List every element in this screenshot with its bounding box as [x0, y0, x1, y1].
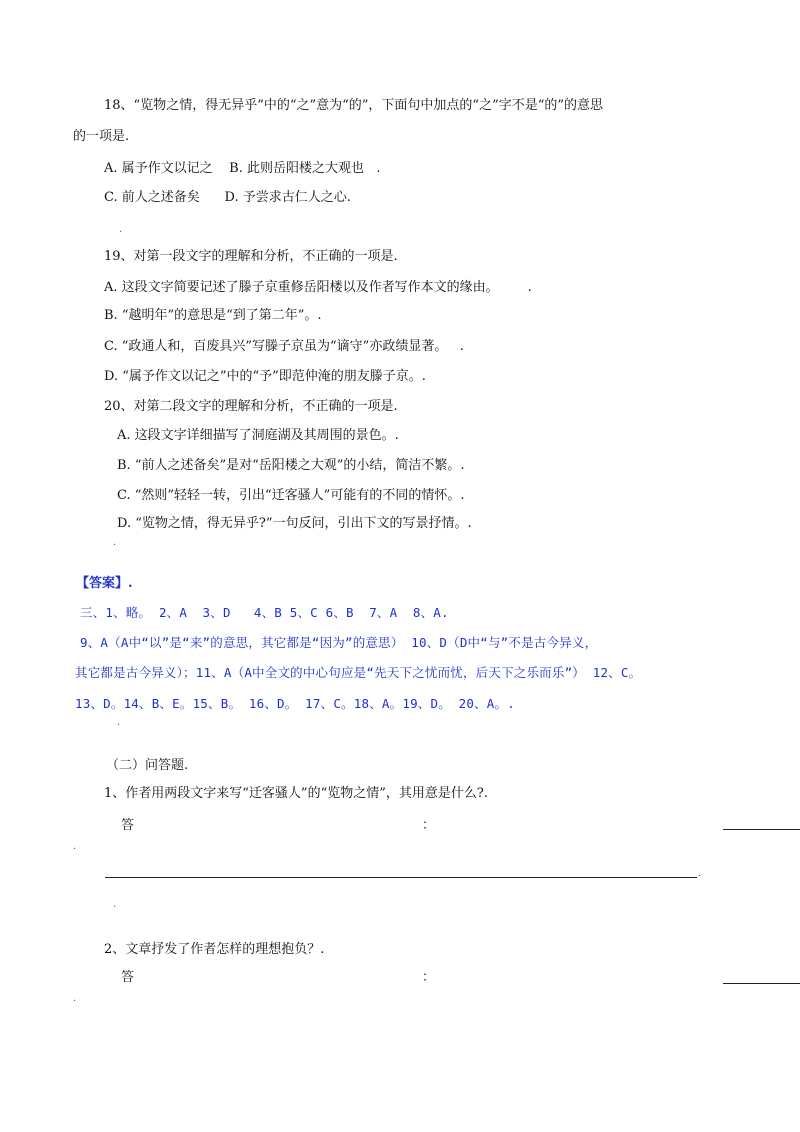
paragraph-mark: .: [119, 224, 123, 235]
paragraph-mark: .: [117, 717, 121, 728]
paragraph-mark: .: [73, 841, 77, 852]
q19-option-b: B. “越明年”的意思是“到了第二年”。.: [104, 308, 322, 323]
q18-stem-line2: 的一项是.: [73, 129, 130, 144]
q20-stem: 20、对第二段文字的理解和分析，不正确的一项是.: [104, 399, 398, 414]
paragraph-mark: .: [113, 899, 117, 910]
section2-q2: 2、文章抒发了作者怎样的理想抱负？.: [104, 942, 325, 957]
q18-options-cd: C. 前人之述备矣 D. 予尝求古仁人之心.: [104, 190, 351, 205]
q2-answer-label: 答: [121, 970, 135, 985]
section2-title: （二）问答题.: [106, 758, 189, 773]
q2-answer-line-short: [723, 983, 800, 984]
q19-option-a: A. 这段文字简要记述了滕子京重修岳阳楼以及作者写作本文的缘由。 .: [104, 280, 532, 295]
q19-stem: 19、对第一段文字的理解和分析，不正确的一项是.: [104, 249, 398, 264]
answers-line4: 13、D。14、B、E。15、B。 16、D。 17、C。18、A。19、D。 20、A。.: [75, 696, 515, 711]
q2-answer-colon: ：: [422, 970, 436, 985]
q19-option-c: C. “政通人和，百废具兴”写滕子京虽为“谪守”亦政绩显著。 .: [104, 339, 464, 354]
answers-line3: 其它都是古今异义）；11、A（A中全文的中心句应是“先天下之忧而忧，后天下之乐而乐”） 12、C。: [75, 665, 642, 680]
answers-heading: 【答案】.: [76, 576, 133, 591]
q1-answer-line-short: [723, 829, 800, 830]
q18-stem-line1: 18、“览物之情，得无异乎”中的“之”意为“的”，下面句中加点的“之”字不是“的”的意思: [104, 98, 604, 113]
q20-option-a: A. 这段文字详细描写了洞庭湖及其周围的景色。.: [117, 428, 399, 443]
q1-answer-line-long: [105, 877, 697, 878]
q20-option-c: C. “然则”轻轻一转，引出“迁客骚人”可能有的不同的情怀。.: [117, 488, 465, 503]
paragraph-mark: .: [113, 537, 117, 548]
q1-answer-colon: ：: [422, 818, 436, 833]
answers-line1: 三、1、略。 2、A 3、D 4、B 5、C 6、B 7、A 8、A.: [80, 605, 449, 620]
q1-answer-label: 答: [121, 818, 135, 833]
q19-option-d: D. “属予作文以记之”中的“予”即范仲淹的朋友滕子京。.: [104, 369, 426, 384]
section2-q1: 1、作者用两段文字来写“迁客骚人”的“览物之情”，其用意是什么?.: [104, 786, 488, 801]
answers-line2: 9、A（A中“以”是“来”的意思，其它都是“因为”的意思） 10、D（D中“与”不是古今异义，: [80, 635, 598, 650]
paragraph-mark: .: [698, 868, 702, 879]
q20-option-b: B. “前人之述备矣”是对“岳阳楼之大观”的小结，简洁不繁。.: [117, 458, 465, 473]
q20-option-d: D. “览物之情，得无异乎?”一句反问，引出下文的写景抒情。.: [117, 516, 472, 531]
paragraph-mark: .: [73, 993, 77, 1004]
q18-options-ab: A. 属予作文以记之 B. 此则岳阳楼之大观也 .: [104, 161, 381, 176]
